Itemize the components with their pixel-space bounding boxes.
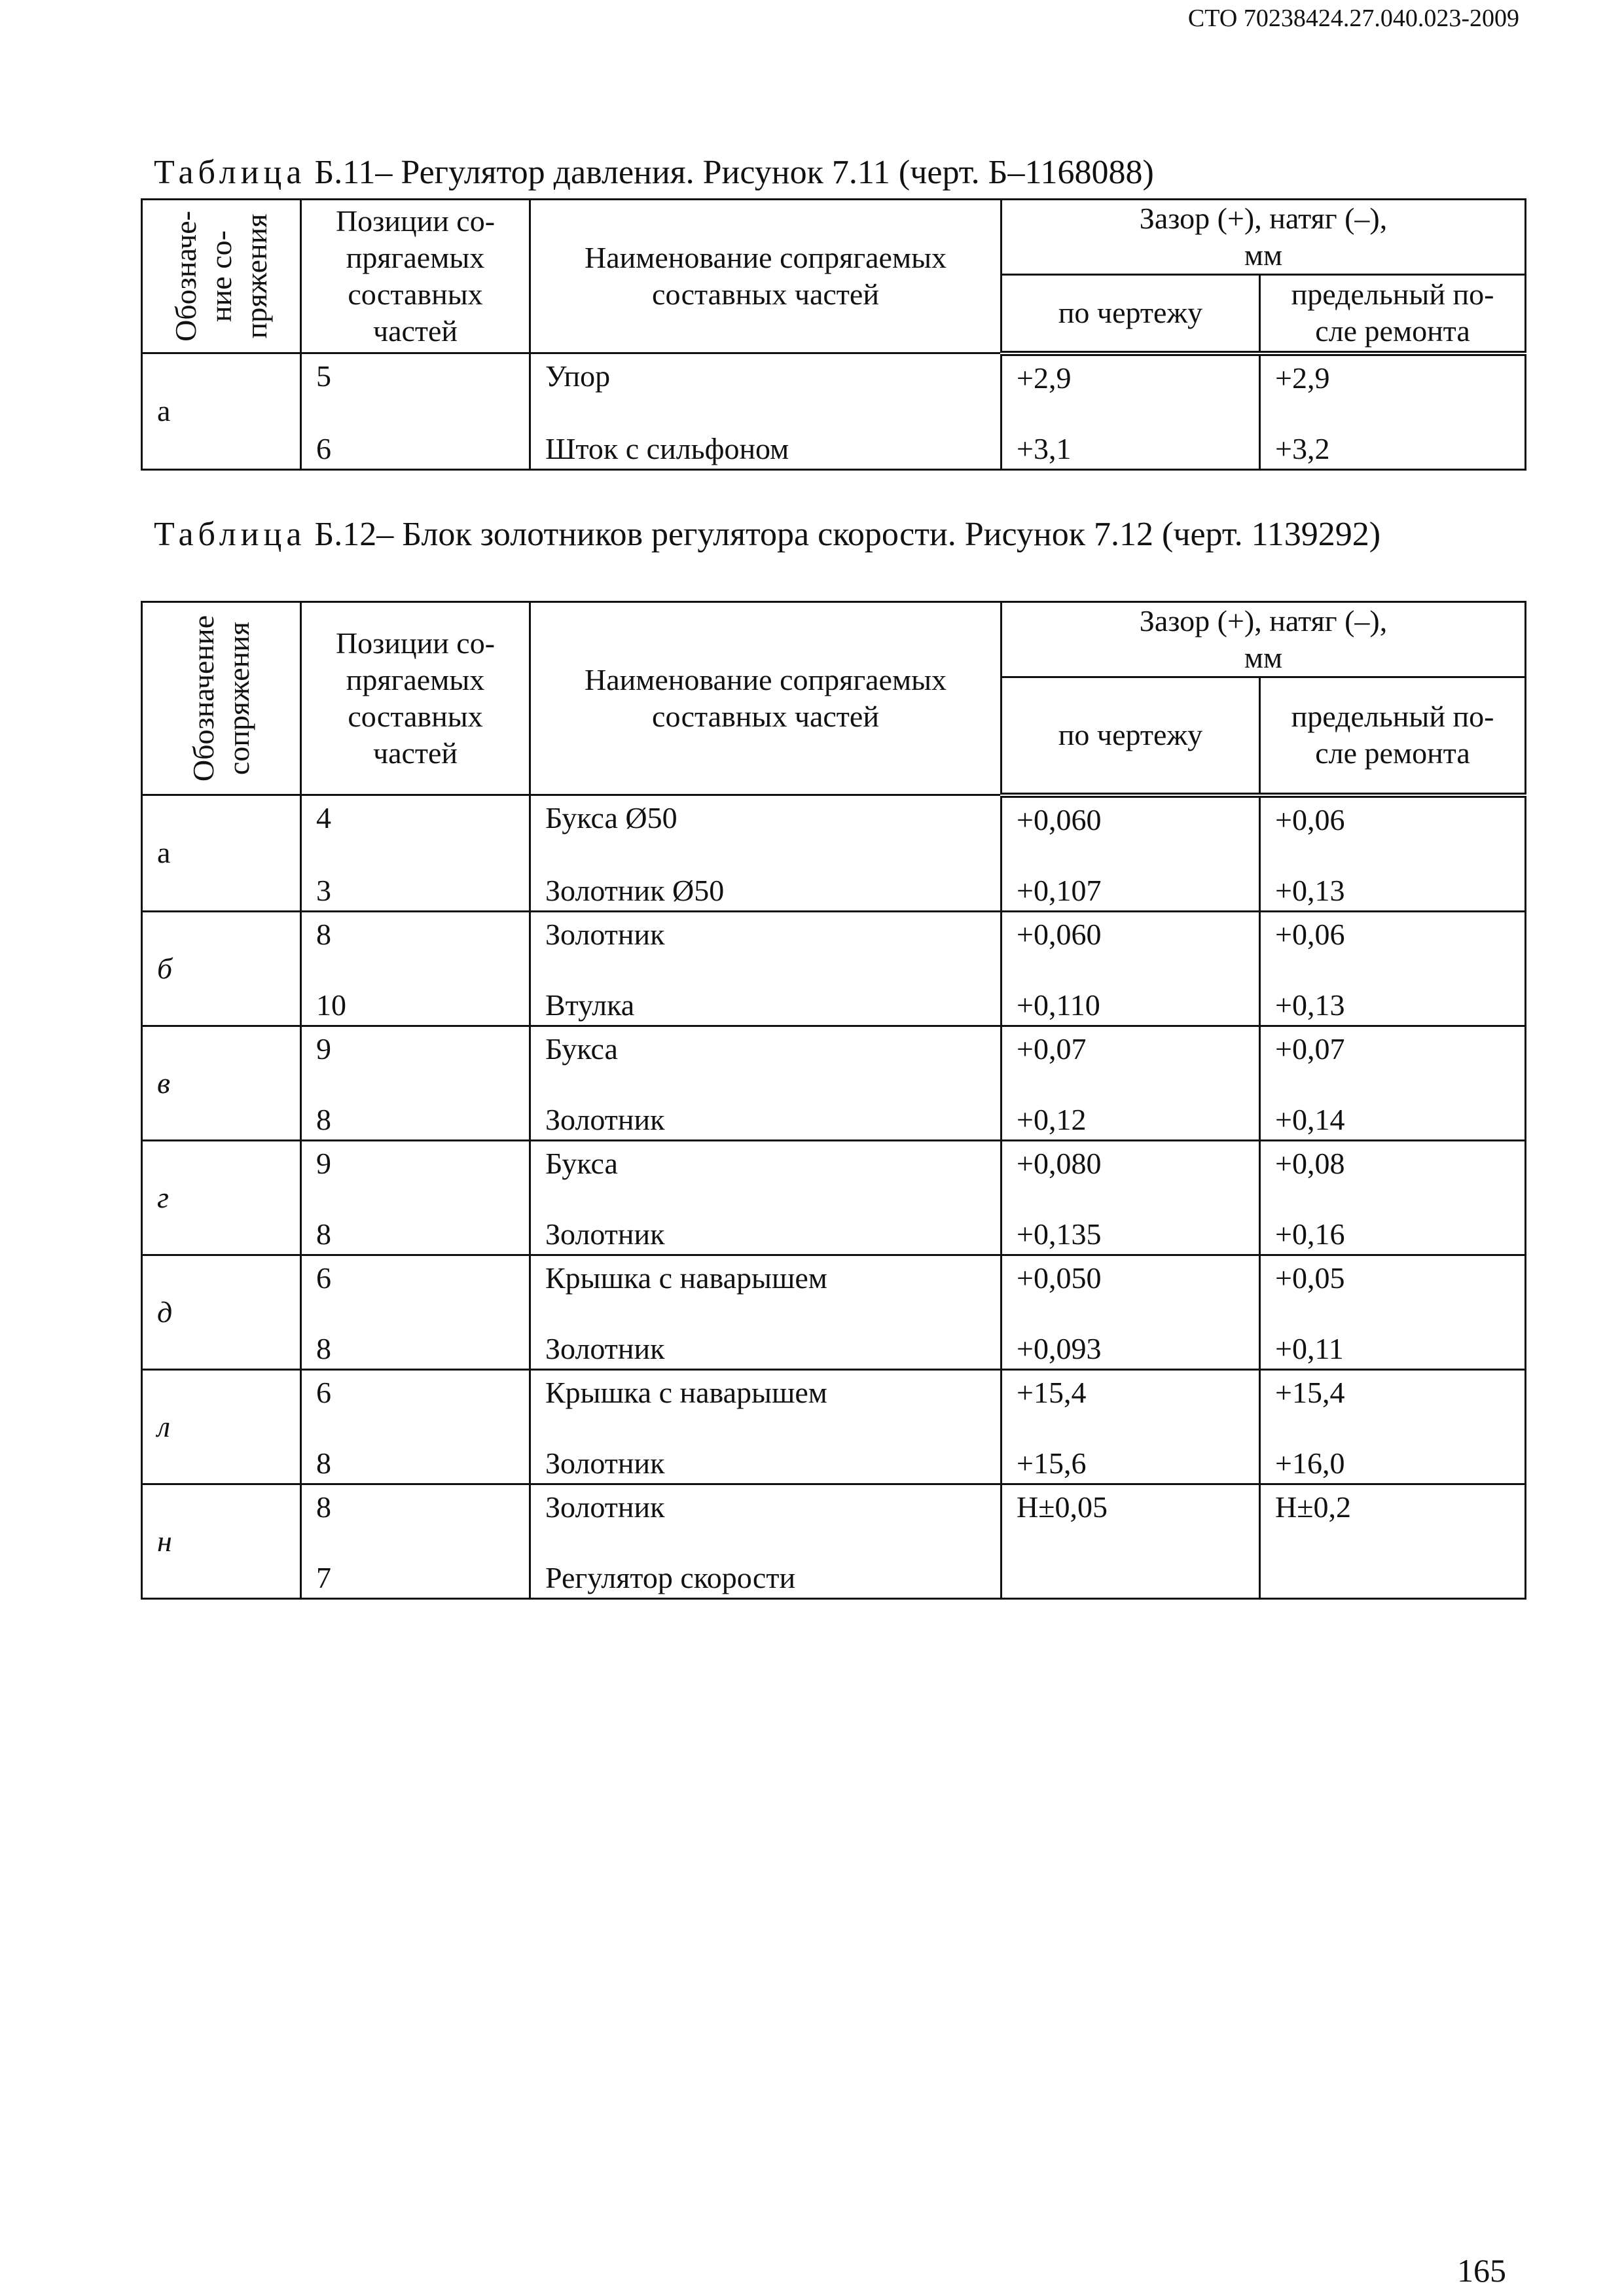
gap-by-drawing: +15,6 [1017,1446,1087,1480]
gap-after-repair: +0,08 [1275,1146,1345,1180]
part-name-cell [530,1255,1001,1369]
position-value: 8 [316,1217,331,1251]
part-name: Шток с сильфоном [545,431,789,465]
table-b12-caption-label: Таблица [154,516,306,553]
gap-by-drawing: +0,050 [1017,1261,1102,1295]
table-b11-caption [154,152,1502,194]
designation-cell: в [142,1026,301,1140]
header-name: Наименование сопрягаемых составных частей [530,602,1001,795]
part-name: Букса [545,1146,618,1180]
gap-after-repair-cell [1260,1255,1526,1369]
position-value: 6 [316,431,331,465]
part-name: Букса Ø50 [545,801,677,834]
header-name: Наименование сопрягаемых составных частей [530,200,1001,353]
position-value: 8 [316,1102,331,1136]
part-name: Крышка с наварышем [545,1261,827,1295]
position-value-cell [301,1484,530,1598]
header-after-repair: предельный по- сле ремонта [1260,677,1526,795]
position-value-cell [301,1140,530,1255]
gap-after-repair: Н±0,2 [1275,1490,1351,1524]
gap-by-drawing: +0,135 [1017,1217,1102,1251]
part-name: Втулка [545,988,635,1022]
gap-after-repair: +3,2 [1275,431,1330,465]
table-row [142,1484,1526,1598]
position-value: 6 [316,1261,331,1295]
position-value: 3 [316,873,331,907]
designation-cell: г [142,1140,301,1255]
gap-by-drawing: Н±0,05 [1017,1490,1108,1524]
gap-after-repair-cell [1260,911,1526,1026]
header-gap: Зазор (+), натяг (–), мм [1001,602,1526,677]
position-value: 9 [316,1146,331,1180]
document-code: СТО 70238424.27.040.023-2009 [1187,5,1519,32]
table-row [142,911,1526,1026]
position-value-cell [301,1255,530,1369]
gap-by-drawing [1017,1560,1259,1596]
gap-by-drawing: +0,060 [1017,802,1102,836]
header-by-drawing: по чертежу [1001,677,1260,795]
gap-after-repair: +0,06 [1275,917,1345,951]
position-value: 4 [316,801,331,834]
part-name: Крышка с наварышем [545,1375,827,1409]
gap-by-drawing-cell [1001,1369,1260,1484]
designation-cell: л [142,1369,301,1484]
part-name-cell [530,1026,1001,1140]
gap-by-drawing: +3,1 [1017,431,1072,465]
position-value-cell [301,1026,530,1140]
designation-cell: а [142,353,301,470]
position-value: 6 [316,1375,331,1409]
position-value-cell [301,911,530,1026]
part-name: Золотник [545,1331,665,1365]
table-b11-caption-text: Б.11– Регулятор давления. Рисунок 7.11 (черт. Б–1168088) [306,154,1154,191]
header-designation: Обозначение сопряжения [142,602,301,795]
table-b12-caption-text: Б.12– Блок золотников регулятора скорости. Рисунок 7.12 (черт. 1139292) [306,516,1381,553]
position-value: 8 [316,1490,331,1524]
position-value: 10 [316,988,346,1022]
gap-by-drawing: +0,110 [1017,988,1100,1022]
gap-after-repair-cell [1260,353,1526,470]
gap-by-drawing-cell [1001,353,1260,470]
gap-after-repair-cell [1260,795,1526,912]
part-name-cell [530,353,1001,470]
position-value-cell [301,353,530,470]
designation-cell: б [142,911,301,1026]
table-b12-caption [154,514,1502,556]
gap-after-repair: +16,0 [1275,1446,1345,1480]
position-value-cell [301,795,530,912]
table-row [142,1255,1526,1369]
gap-after-repair: +0,16 [1275,1217,1345,1251]
header-gap: Зазор (+), натяг (–), мм [1001,200,1526,275]
gap-by-drawing: +0,080 [1017,1146,1102,1180]
part-name: Золотник [545,1446,665,1480]
position-value-cell [301,1369,530,1484]
gap-by-drawing: +0,107 [1017,873,1102,907]
gap-after-repair-cell [1260,1484,1526,1598]
header-after-repair: предельный по- сле ремонта [1260,275,1526,353]
gap-by-drawing: +2,9 [1017,361,1072,395]
gap-by-drawing-cell [1001,911,1260,1026]
gap-by-drawing: +0,093 [1017,1331,1102,1365]
designation-cell: н [142,1484,301,1598]
gap-after-repair-cell [1260,1140,1526,1255]
designation-cell: д [142,1255,301,1369]
part-name: Золотник [545,1490,665,1524]
header-positions: Позиции со- прягаемых составных частей [301,200,530,353]
part-name-cell [530,1140,1001,1255]
position-value: 5 [316,359,331,393]
gap-after-repair: +15,4 [1275,1375,1345,1409]
gap-after-repair [1275,1560,1525,1596]
part-name: Золотник [545,1102,665,1136]
gap-after-repair: +0,14 [1275,1102,1345,1136]
table-row [142,1369,1526,1484]
gap-after-repair: +0,05 [1275,1261,1345,1295]
part-name: Регулятор скорости [545,1560,796,1594]
table-row [142,1140,1526,1255]
position-value: 9 [316,1031,331,1066]
gap-after-repair: +0,06 [1275,802,1345,836]
position-value: 8 [316,1331,331,1365]
table-b11 [141,198,1526,471]
designation-cell: а [142,795,301,912]
part-name-cell [530,795,1001,912]
position-value: 8 [316,1446,331,1480]
gap-by-drawing: +0,060 [1017,917,1102,951]
part-name: Золотник [545,917,665,951]
gap-after-repair: +2,9 [1275,361,1330,395]
gap-by-drawing-cell [1001,795,1260,912]
header-positions: Позиции со- прягаемых составных частей [301,602,530,795]
gap-by-drawing: +0,07 [1017,1031,1087,1066]
gap-after-repair: +0,13 [1275,873,1345,907]
part-name: Упор [545,359,611,393]
table-row [142,1026,1526,1140]
part-name: Букса [545,1031,618,1066]
position-value: 8 [316,917,331,951]
part-name: Золотник Ø50 [545,873,725,907]
table-b11-caption-label: Таблица [154,154,306,191]
page-number: 165 [1457,2252,1506,2289]
part-name-cell [530,911,1001,1026]
table-row [142,795,1526,912]
position-value: 7 [316,1560,331,1594]
gap-after-repair: +0,07 [1275,1031,1345,1066]
gap-after-repair-cell [1260,1369,1526,1484]
part-name-cell [530,1484,1001,1598]
table-row [142,353,1526,470]
gap-after-repair: +0,11 [1275,1331,1344,1365]
gap-by-drawing-cell [1001,1484,1260,1598]
gap-by-drawing: +15,4 [1017,1375,1087,1409]
gap-by-drawing-cell [1001,1140,1260,1255]
gap-by-drawing-cell [1001,1026,1260,1140]
table-b12 [141,601,1526,1600]
part-name-cell [530,1369,1001,1484]
gap-after-repair-cell [1260,1026,1526,1140]
header-by-drawing: по чертежу [1001,275,1260,353]
gap-by-drawing-cell [1001,1255,1260,1369]
gap-after-repair: +0,13 [1275,988,1345,1022]
header-designation: Обозначе- ние со- пряжения [142,200,301,353]
gap-by-drawing: +0,12 [1017,1102,1087,1136]
part-name: Золотник [545,1217,665,1251]
